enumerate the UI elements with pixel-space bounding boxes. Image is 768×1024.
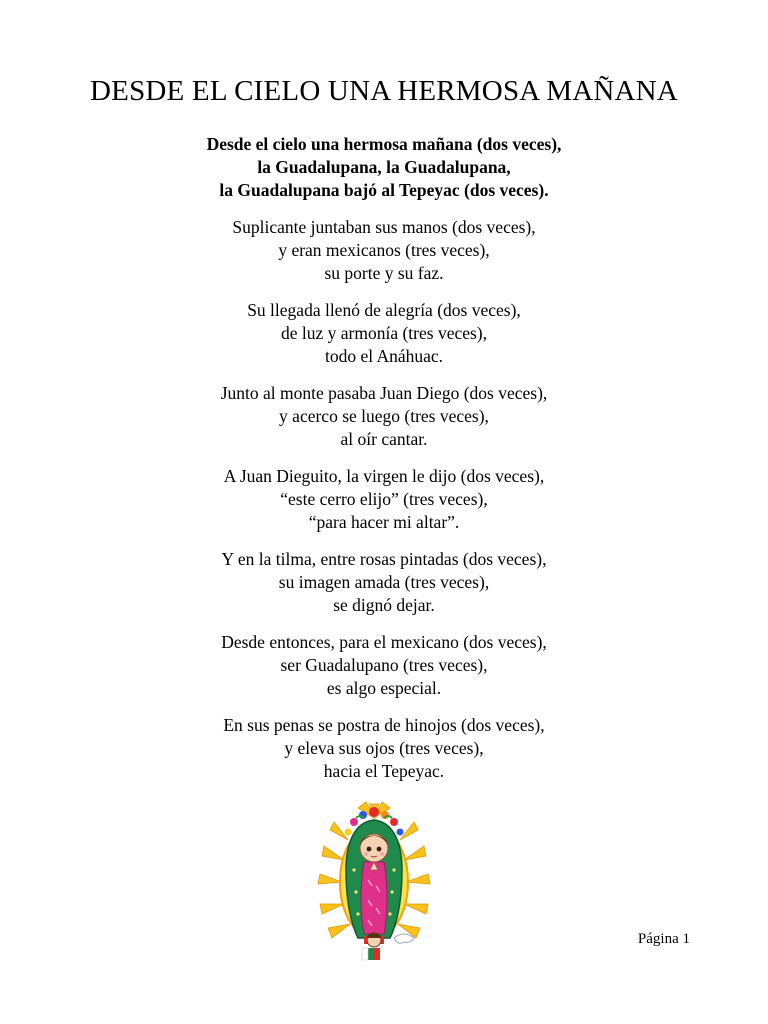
- stanza-line: Desde entonces, para el mexicano (dos veces),: [221, 632, 547, 652]
- song-title: DESDE EL CIELO UNA HERMOSA MAÑANA: [90, 75, 678, 107]
- stanza-4: [0, 465, 768, 534]
- chorus-line: la Guadalupana, la Guadalupana,: [257, 157, 511, 177]
- stanza-line: Suplicante juntaban sus manos (dos veces),: [232, 217, 536, 237]
- stanza-3: [0, 382, 768, 451]
- stanza-line: es algo especial.: [326, 678, 442, 698]
- stanza-line: “para hacer mi altar”.: [308, 512, 460, 532]
- chorus: [0, 133, 768, 202]
- stanza-line: y eleva sus ojos (tres veces),: [284, 738, 484, 758]
- stanza-line: A Juan Dieguito, la virgen le dijo (dos veces),: [223, 466, 545, 486]
- stanza-line: y eran mexicanos (tres veces),: [278, 240, 490, 260]
- stanza-7: [0, 714, 768, 783]
- stanza-2: [0, 299, 768, 368]
- stanza-line: En sus penas se postra de hinojos (dos veces),: [223, 715, 545, 735]
- stanza-line: ser Guadalupano (tres veces),: [280, 655, 488, 675]
- stanza-line: Su llegada llenó de alegría (dos veces),: [247, 300, 521, 320]
- chorus-line: la Guadalupana bajó al Tepeyac (dos veces).: [219, 180, 549, 200]
- stanza-line: su porte y su faz.: [324, 263, 444, 283]
- stanza-1: [0, 216, 768, 285]
- chorus-line: Desde el cielo una hermosa mañana (dos veces),: [206, 134, 562, 154]
- stanza-line: hacia el Tepeyac.: [323, 761, 445, 781]
- stanza-line: de luz y armonía (tres veces),: [280, 323, 488, 343]
- stanza-6: [0, 631, 768, 700]
- stanza-line: Y en la tilma, entre rosas pintadas (dos veces),: [221, 549, 547, 569]
- virgin-of-guadalupe-illustration: [308, 800, 440, 964]
- stanza-line: Junto al monte pasaba Juan Diego (dos veces),: [220, 383, 548, 403]
- stanza-line: y acerco se luego (tres veces),: [279, 406, 489, 426]
- stanza-line: su imagen amada (tres veces),: [278, 572, 490, 592]
- stanza-line: al oír cantar.: [340, 429, 428, 449]
- stanza-5: [0, 548, 768, 617]
- stanza-line: “este cerro elijo” (tres veces),: [280, 489, 488, 509]
- stanza-line: todo el Anáhuac.: [324, 346, 444, 366]
- page-number: Página 1: [637, 931, 690, 947]
- stanza-line: se dignó dejar.: [333, 595, 435, 615]
